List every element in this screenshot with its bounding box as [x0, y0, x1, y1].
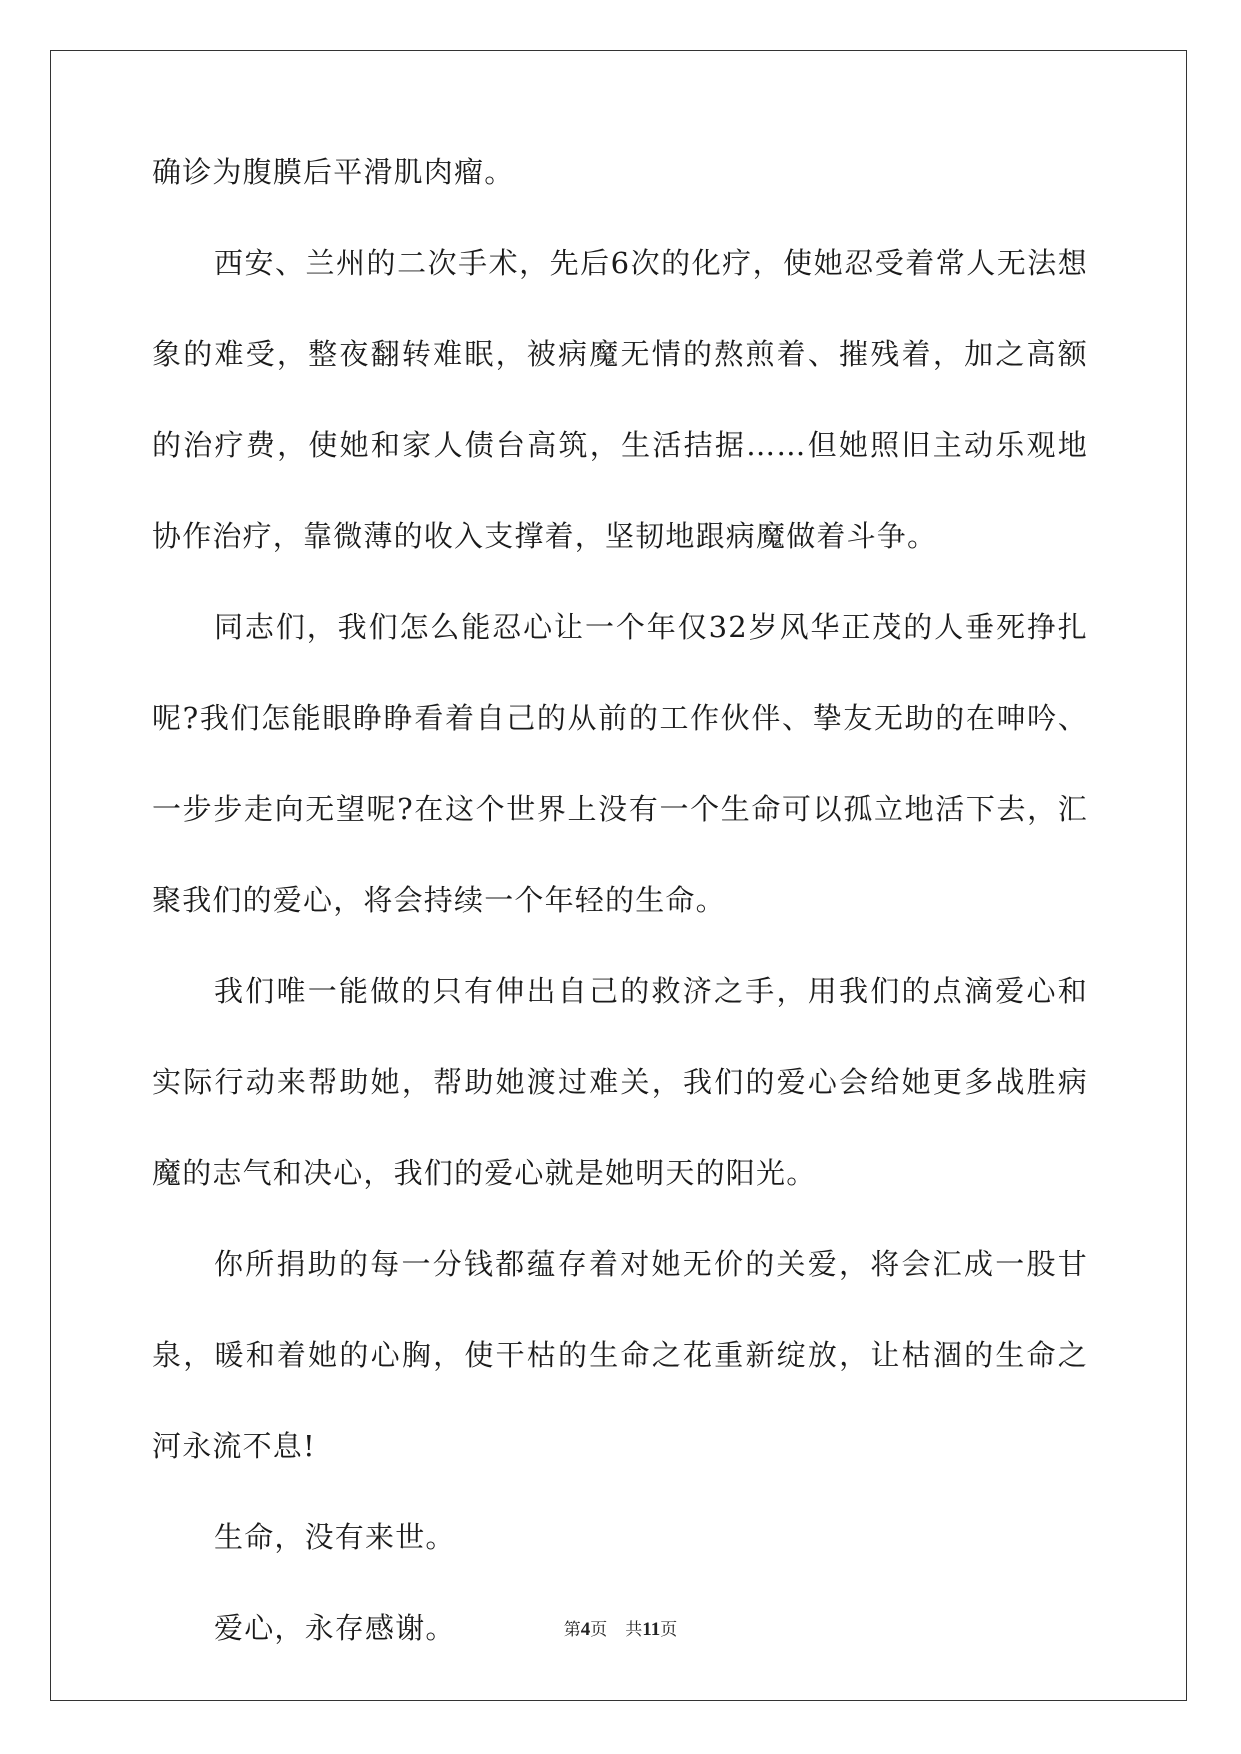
page-prefix: 第: [563, 1620, 581, 1640]
paragraph-2: 西安、兰州的二次手术，先后6次的化疗，使她忍受着常人无法想象的难受，整夜翻转难眠，被病魔无情的熬煎着、摧残着，加之高额的治疗费，使她和家人债台高筑，生活拮据……但她照旧主动乐观地协作治疗，靠微薄的收入支撑着，坚韧地跟病魔做着斗争。: [152, 246, 1088, 553]
paragraph-3: 同志们，我们怎么能忍心让一个年仅32岁风华正茂的人垂死挣扎呢?我们怎能眼睁睁看着自己的从前的工作伙伴、挚友无助的在呻吟、一步步走向无望呢?在这个世界上没有一个生命可以孤立地活下去，汇聚我们的爱心，将会持续一个年轻的生命。: [152, 610, 1088, 917]
page-number: 4: [580, 1619, 591, 1640]
paragraph-6: 生命，没有来世。: [214, 1520, 456, 1554]
total-pages: 11: [642, 1619, 661, 1640]
page-footer: [0, 1615, 1241, 1641]
document-body: [152, 155, 1088, 1674]
total-suffix: 页: [660, 1620, 678, 1640]
paragraph-1: 确诊为腹膜后平滑肌肉瘤。: [152, 155, 515, 189]
paragraph-4: 我们唯一能做的只有伸出自己的救济之手，用我们的点滴爱心和实际行动来帮助她，帮助她渡过难关，我们的爱心会给她更多战胜病魔的志气和决心，我们的爱心就是她明天的阳光。: [152, 974, 1088, 1190]
page-suffix: 页: [590, 1620, 608, 1640]
paragraph-5: 你所捐助的每一分钱都蕴存着对她无价的关爱，将会汇成一股甘泉，暖和着她的心胸，使干枯的生命之花重新绽放，让枯涸的生命之河永流不息!: [152, 1247, 1088, 1463]
total-prefix: 共: [625, 1620, 643, 1640]
paragraph-7: 爱心，永存感谢。: [214, 1611, 456, 1645]
